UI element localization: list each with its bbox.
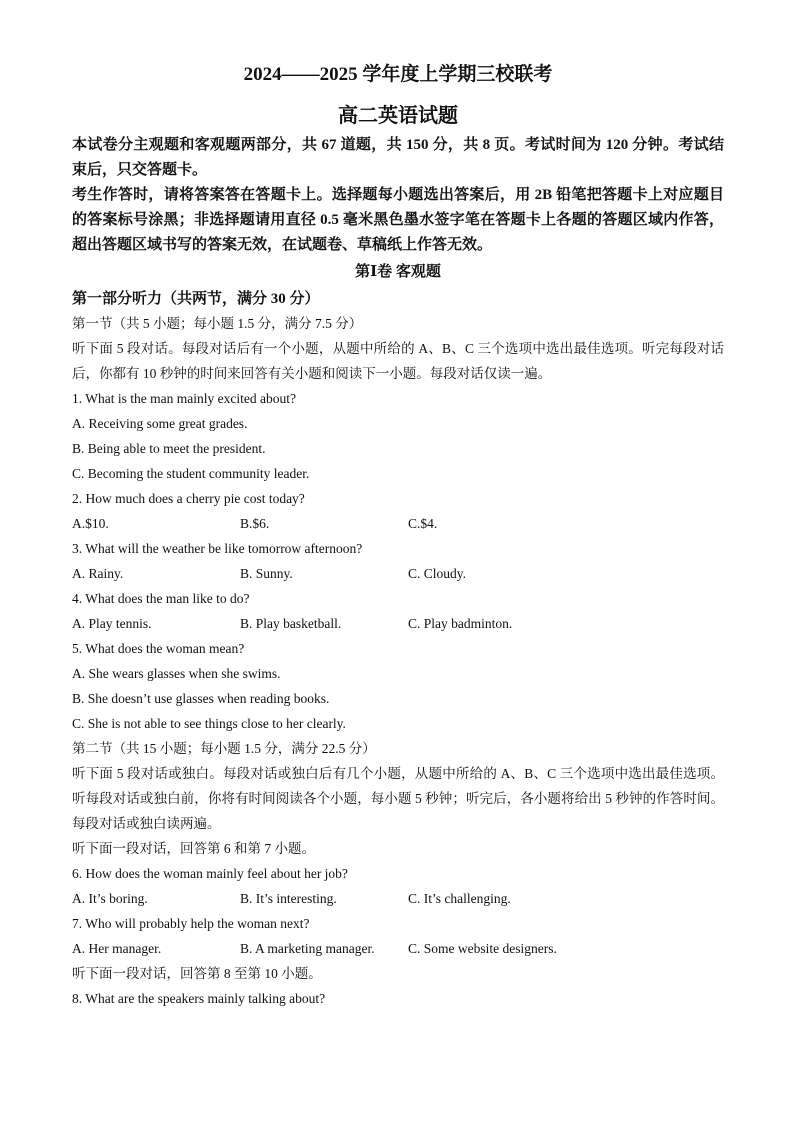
question-4-option-c: C. Play badminton. xyxy=(408,616,513,631)
section2-instruction: 听下面 5 段对话或独白。每段对话或独白后有几个小题，从题中所给的 A、B、C 三个选项中选出最佳选项。听每段对话或独白前，你将有时间阅读各个小题，每小题 5 秒钟；听完后，各小题将给出 5 秒钟的作答时间。每段对话或独白读两遍。 xyxy=(72,766,724,831)
question-2-option-c: C.$4. xyxy=(408,516,438,531)
section2-heading: 第二节（共 15 小题；每小题 1.5 分，满分 22.5 分） xyxy=(72,741,376,756)
exam-title: 2024——2025 学年度上学期三校联考 xyxy=(243,64,553,85)
question-2-options xyxy=(72,511,724,536)
question-2-option-a: A.$10. xyxy=(72,516,109,531)
question-6-option-c: C. It’s challenging. xyxy=(408,891,511,906)
question-3-stem: 3. What will the weather be like tomorrow afternoon? xyxy=(72,541,363,556)
exam-page xyxy=(72,62,724,1011)
question-4-options xyxy=(72,611,724,636)
section1-instruction: 听下面 5 段对话。每段对话后有一个小题，从题中所给的 A、B、C 三个选项中选出最佳选项。听完每段对话后，你都有 10 秒钟的时间来回答有关小题和阅读下一小题。每段对话仅读一遍。 xyxy=(72,341,724,381)
question-6-options xyxy=(72,886,724,911)
question-4-stem: 4. What does the man like to do? xyxy=(72,591,250,606)
part1-title: 第一部分听力（共两节，满分 30 分） xyxy=(72,291,320,307)
question-6-option-a: A. It’s boring. xyxy=(72,891,148,906)
question-3-option-a: A. Rainy. xyxy=(72,566,124,581)
question-5-option-c: C. She is not able to see things close to her clearly. xyxy=(72,716,346,731)
dialog-8-10-instruction: 听下面一段对话，回答第 8 至第 10 小题。 xyxy=(72,966,322,981)
notice-paragraph-1: 本试卷分主观题和客观题两部分，共 67 道题，共 150 分，共 8 页。考试时间为 120 分钟。考试结束后，只交答题卡。 xyxy=(72,137,724,178)
exam-subtitle: 高二英语试题 xyxy=(338,105,458,127)
dialog-6-7-instruction: 听下面一段对话，回答第 6 和第 7 小题。 xyxy=(72,841,315,856)
question-7-options xyxy=(72,936,724,961)
question-6-stem: 6. How does the woman mainly feel about her job? xyxy=(72,866,348,881)
question-1-option-b: B. Being able to meet the president. xyxy=(72,441,266,456)
question-3-option-c: C. Cloudy. xyxy=(408,566,467,581)
question-8-stem: 8. What are the speakers mainly talking about? xyxy=(72,991,326,1006)
question-5-option-a: A. She wears glasses when she swims. xyxy=(72,666,281,681)
question-4-option-b: B. Play basketball. xyxy=(240,616,342,631)
question-5-option-b: B. She doesn’t use glasses when reading books. xyxy=(72,691,330,706)
question-7-option-b: B. A marketing manager. xyxy=(240,941,375,956)
question-2-stem: 2. How much does a cherry pie cost today? xyxy=(72,491,305,506)
question-7-stem: 7. Who will probably help the woman next? xyxy=(72,916,310,931)
question-5-stem: 5. What does the woman mean? xyxy=(72,641,245,656)
notice-paragraph-2: 考生作答时，请将答案答在答题卡上。选择题每小题选出答案后，用 2B 铅笔把答题卡上对应题目的答案标号涂黑；非选择题请用直径 0.5 毫米黑色墨水签字笔在答题卡上各题的答题区域内作答，超出答题区域书写的答案无效，在试题卷、草稿纸上作答无效。 xyxy=(72,187,724,253)
question-1-stem: 1. What is the man mainly excited about? xyxy=(72,391,296,406)
question-4-option-a: A. Play tennis. xyxy=(72,616,152,631)
exam-notice xyxy=(72,133,724,258)
question-7-option-c: C. Some website designers. xyxy=(408,941,557,956)
question-3-options xyxy=(72,561,724,586)
question-6-option-b: B. It’s interesting. xyxy=(240,891,337,906)
question-7-option-a: A. Her manager. xyxy=(72,941,162,956)
volume-title: 第Ⅰ卷 客观题 xyxy=(355,264,441,280)
question-1-option-c: C. Becoming the student community leader. xyxy=(72,466,310,481)
section1-heading: 第一节（共 5 小题；每小题 1.5 分，满分 7.5 分） xyxy=(72,316,363,331)
question-3-option-b: B. Sunny. xyxy=(240,566,293,581)
question-2-option-b: B.$6. xyxy=(240,516,270,531)
question-1-option-a: A. Receiving some great grades. xyxy=(72,416,248,431)
